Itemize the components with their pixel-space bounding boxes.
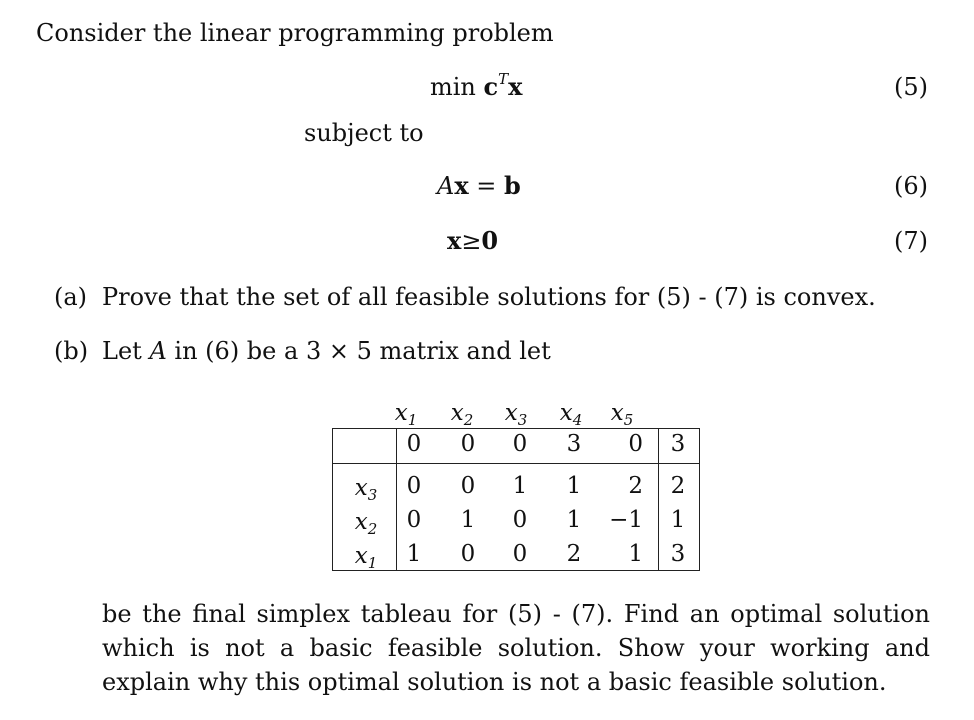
column-header-x5: $x_5$ [610, 400, 634, 429]
transpose-symbol: T [498, 70, 509, 88]
column-header-x1: $x_1$ [394, 400, 418, 429]
part-b-mid: in (6) be a 3 × 5 matrix and let [174, 337, 551, 365]
table-cell: 1 [512, 473, 528, 499]
table-cell: 2 [670, 473, 686, 499]
part-a-text: Prove that the set of all feasible solutions for (5) - (7) is convex. [102, 283, 876, 311]
table-cell: 2 [628, 473, 643, 499]
table-cell: 0 [460, 431, 476, 457]
table-cell: 3 [670, 541, 686, 567]
part-a-label: (a) [54, 283, 88, 311]
part-b-text [102, 336, 551, 366]
variable-vector: x [454, 171, 469, 200]
table-cell: 0 [512, 507, 528, 533]
variable-vector: x [447, 226, 462, 255]
table-cell: 0 [628, 431, 643, 457]
geq-sign: ≥ [461, 227, 482, 255]
matrix-a: A [149, 337, 167, 365]
rhs-vector: b [504, 171, 521, 200]
row-label-x2: $x_2$ [354, 509, 378, 538]
part-b-label: (b) [54, 337, 89, 365]
intro-text: Consider the linear programming problem [36, 19, 554, 47]
table-cell: 1 [566, 507, 582, 533]
part-b-pre: Let [102, 337, 142, 365]
table-cell: 0 [406, 507, 422, 533]
objective-expression [430, 72, 522, 102]
equals-sign: = [476, 172, 497, 200]
table-cell: 1 [670, 507, 686, 533]
tableau-divider [332, 463, 700, 464]
subject-to-label: subject to [304, 119, 424, 147]
table-cell: 0 [406, 431, 422, 457]
row-label-x3: $x_3$ [354, 475, 378, 504]
variable-vector: x [508, 72, 523, 101]
table-cell: 1 [406, 541, 422, 567]
min-operator: min [430, 73, 476, 101]
table-cell: 0 [512, 541, 528, 567]
table-cell: 1 [460, 507, 476, 533]
column-header-x2: $x_2$ [450, 400, 474, 429]
table-cell: 3 [670, 431, 686, 457]
equation-tag-6: (6) [894, 172, 928, 200]
table-cell: 1 [628, 541, 643, 567]
column-header-x4: $x_4$ [559, 400, 583, 429]
table-cell: 0 [460, 473, 476, 499]
table-cell: 1 [566, 473, 582, 499]
table-cell: 0 [512, 431, 528, 457]
table-cell: 2 [566, 541, 582, 567]
equality-constraint [437, 171, 521, 201]
table-cell: 0 [460, 541, 476, 567]
table-cell: 0 [406, 473, 422, 499]
closing-paragraph: be the final simplex tableau for (5) - (7). Find an optimal solution which is not a basic feasible solution. Show your working and explain why this optimal solution is not a basic feasible solution. [102, 600, 930, 696]
simplex-tableau [332, 428, 700, 571]
table-cell: −1 [609, 507, 643, 533]
column-header-x3: $x_3$ [504, 400, 528, 429]
cost-vector: c [483, 72, 499, 101]
equation-tag-5: (5) [894, 73, 928, 101]
nonnegativity-constraint [447, 226, 498, 256]
row-label-x1: $x_1$ [354, 543, 378, 572]
table-cell: 3 [566, 431, 582, 457]
matrix-a: A [437, 172, 455, 200]
equation-tag-7: (7) [894, 227, 928, 255]
zero-vector: 0 [481, 226, 499, 255]
